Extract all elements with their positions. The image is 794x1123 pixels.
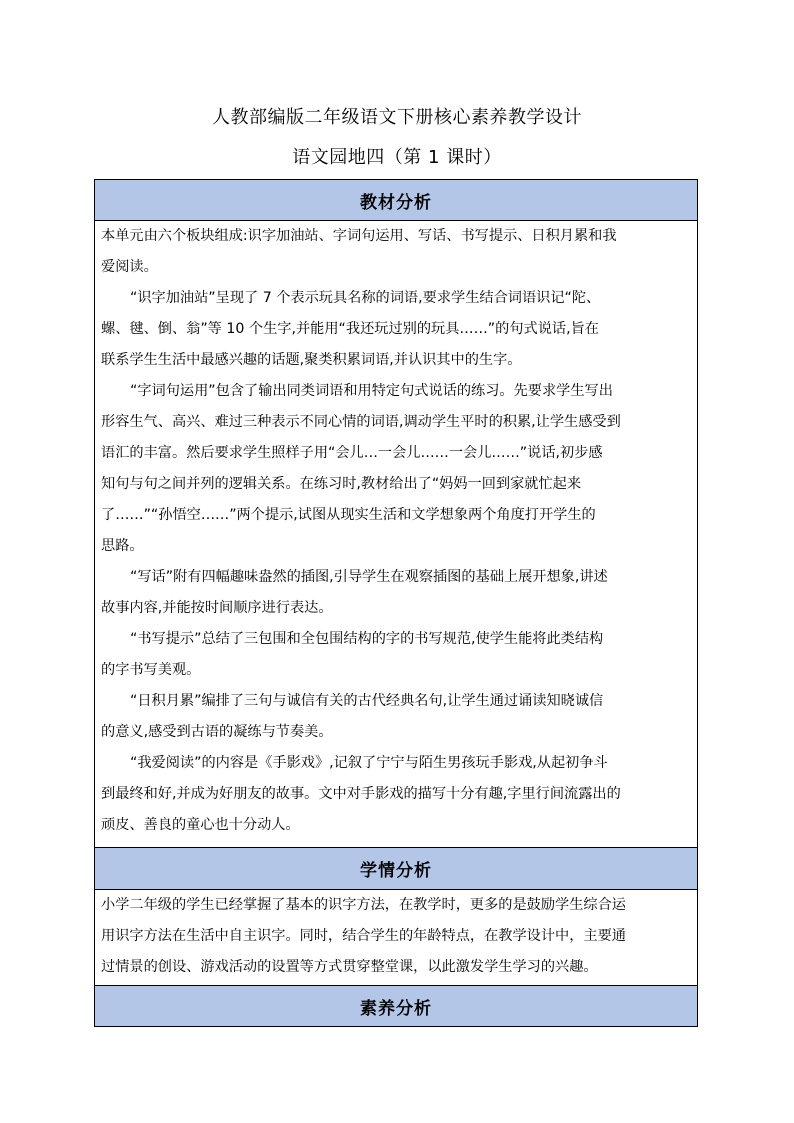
document-title: 人教部编版二年级语文下册核心素养教学设计 (212, 107, 582, 128)
paragraph (101, 890, 692, 983)
section-heading-competency-analysis: 素养分析 (95, 986, 698, 1027)
text-line: “书写提示”总结了三包围和全包围结构的字的书写规范,使学生能将此类结构 (130, 631, 604, 647)
text-line: 到最终和好,并成为好朋友的故事。文中对手影戏的描写十分有趣,字里行间流露出的 (101, 786, 621, 802)
text-line: 知句与句之间并列的逻辑关系。在练习时,教材给出了“妈妈一回到家就忙起来 (101, 476, 582, 492)
text-line: 形容生气、高兴、难过三种表示不同心情的词语,调动学生平时的积累,让学生感受到 (101, 414, 621, 430)
section-heading-learner-analysis: 学情分析 (95, 848, 698, 890)
text-line: 螺、毽、倒、翁”等 10 个生字,并能用“我还玩过别的玩具……”的句式说话,旨在 (101, 321, 599, 337)
lesson-subtitle: 语文园地四（第 1 课时） (292, 147, 502, 168)
text-line: 了……”“孙悟空……”两个提示,试图从现实生活和文学想象两个角度打开学生的 (101, 507, 596, 523)
text-line: “写话”附有四幅趣味盎然的插图,引导学生在观察插图的基础上展开想象,讲述 (130, 569, 608, 585)
text-line: 语汇的丰富。然后要求学生照样子用“会儿…一会儿……一会儿……”说话,初步感 (101, 445, 603, 461)
paragraph (101, 624, 692, 686)
paragraph (101, 686, 692, 748)
text-line: 本单元由六个板块组成:识字加油站、字词句运用、写话、书写提示、日积月累和我 (101, 228, 617, 244)
section-heading-textbook-analysis: 教材分析 (95, 180, 698, 221)
text-line: “字词句运用”包含了输出同类词语和用特定句式说话的练习。先要求学生写出 (130, 383, 613, 399)
paragraph (101, 283, 692, 376)
text-line: “日积月累”编排了三句与诚信有关的古代经典名句,让学生通过诵读知晓诚信 (130, 693, 604, 709)
text-line: 的意义,感受到古语的凝练与节奏美。 (101, 724, 333, 740)
section-body-learner-analysis (95, 890, 698, 986)
section-body-textbook-analysis (95, 221, 698, 848)
text-line: 顽皮、善良的童心也十分动人。 (101, 817, 300, 833)
text-line: “我爱阅读”的内容是《手影戏》,记叙了宁宁与陌生男孩玩手影戏,从起初争斗 (130, 755, 608, 771)
text-line: 爱阅读。 (101, 259, 158, 275)
paragraph (101, 748, 692, 841)
paragraph (101, 376, 692, 562)
text-line: 的字书写美观。 (101, 662, 201, 678)
text-line: 故事内容,并能按时间顺序进行表达。 (101, 600, 333, 616)
text-line: 小学二年级的学生已经掌握了基本的识字方法，在教学时，更多的是鼓励学生综合运 (101, 897, 626, 913)
text-line: 过情景的创设、游戏活动的设置等方式贯穿整堂课，以此激发学生学习的兴趣。 (101, 959, 598, 975)
lesson-plan-table (94, 179, 698, 1027)
text-line: 联系学生生活中最感兴趣的话题,聚类积累词语,并认识其中的生字。 (101, 352, 522, 368)
paragraph (101, 221, 692, 283)
text-line: 用识字方法在生活中自主识字。同时，结合学生的年龄特点，在教学设计中，主要通 (101, 928, 626, 944)
paragraph (101, 562, 692, 624)
text-line: “识字加油站”呈现了 7 个表示玩具名称的词语,要求学生结合词语识记“陀、 (130, 290, 601, 306)
text-line: 思路。 (101, 538, 144, 554)
